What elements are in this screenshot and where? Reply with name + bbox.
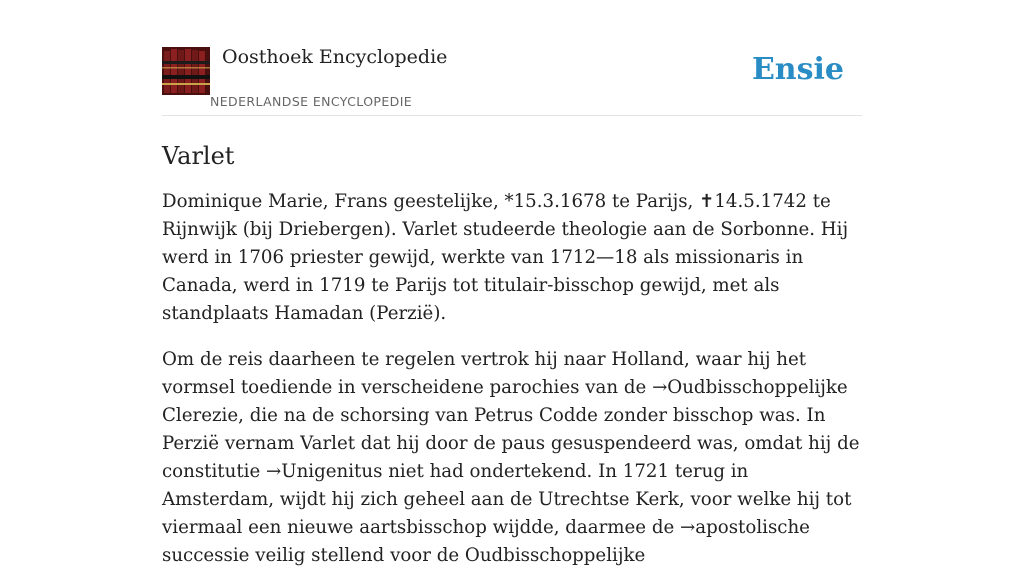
link-apostolische-successie[interactable]: →apostolische successie	[162, 517, 810, 566]
link-oudbisschoppelijke-clerezie[interactable]: →Oudbisschoppelijke Clerezie	[162, 377, 848, 426]
site-subtitle: NEDERLANDSE ENCYCLOPEDIE	[210, 94, 413, 109]
entry-title: Varlet	[162, 142, 235, 170]
entry-paragraph-2	[162, 346, 862, 570]
entry-paragraph-1: Dominique Marie, Frans geestelijke, *15.3.1678 te Parijs, ✝14.5.1742 te Rijnwijk (bij Driebergen). Varlet studeerde theologie aan de Sorbonne. Hij werd in 1706 priester gewijd, werkte van 1712—18 als missionaris in Canada, werd in 1719 te Parijs tot titulair-bisschop gewijd, met als standplaats Hamadan (Perzië).	[162, 191, 849, 324]
entry-body	[162, 188, 862, 570]
site-title[interactable]: Oosthoek Encyclopedie	[222, 46, 448, 68]
text-segment: , die na de schorsing van Petrus Codde zonder bisschop was. In Perzië vernam Varlet dat hij door de paus gesuspendeerd was, omdat hij de constitutie	[162, 405, 860, 482]
books-icon	[162, 47, 210, 95]
encyclopedia-books-logo[interactable]	[162, 47, 210, 95]
text-segment: Om de reis daarheen te regelen vertrok hij naar Holland, waar hij het vormsel toediende in verscheidene parochies van de	[162, 349, 807, 398]
page	[162, 0, 862, 570]
ensie-logo-link[interactable]: Ensie	[751, 52, 844, 87]
text-segment: niet had ondertekend. In 1721 terug in Amsterdam, wijdt hij zich geheel aan de Utrechtse Kerk, voor welke hij tot viermaal een nieuwe aartsbisschop wijdde, daarmee de	[162, 461, 852, 538]
text-segment: veilig stellend voor de Oudbisschoppelijke	[249, 545, 646, 566]
link-unigenitus[interactable]: →Unigenitus	[266, 461, 383, 482]
site-header	[162, 0, 862, 116]
